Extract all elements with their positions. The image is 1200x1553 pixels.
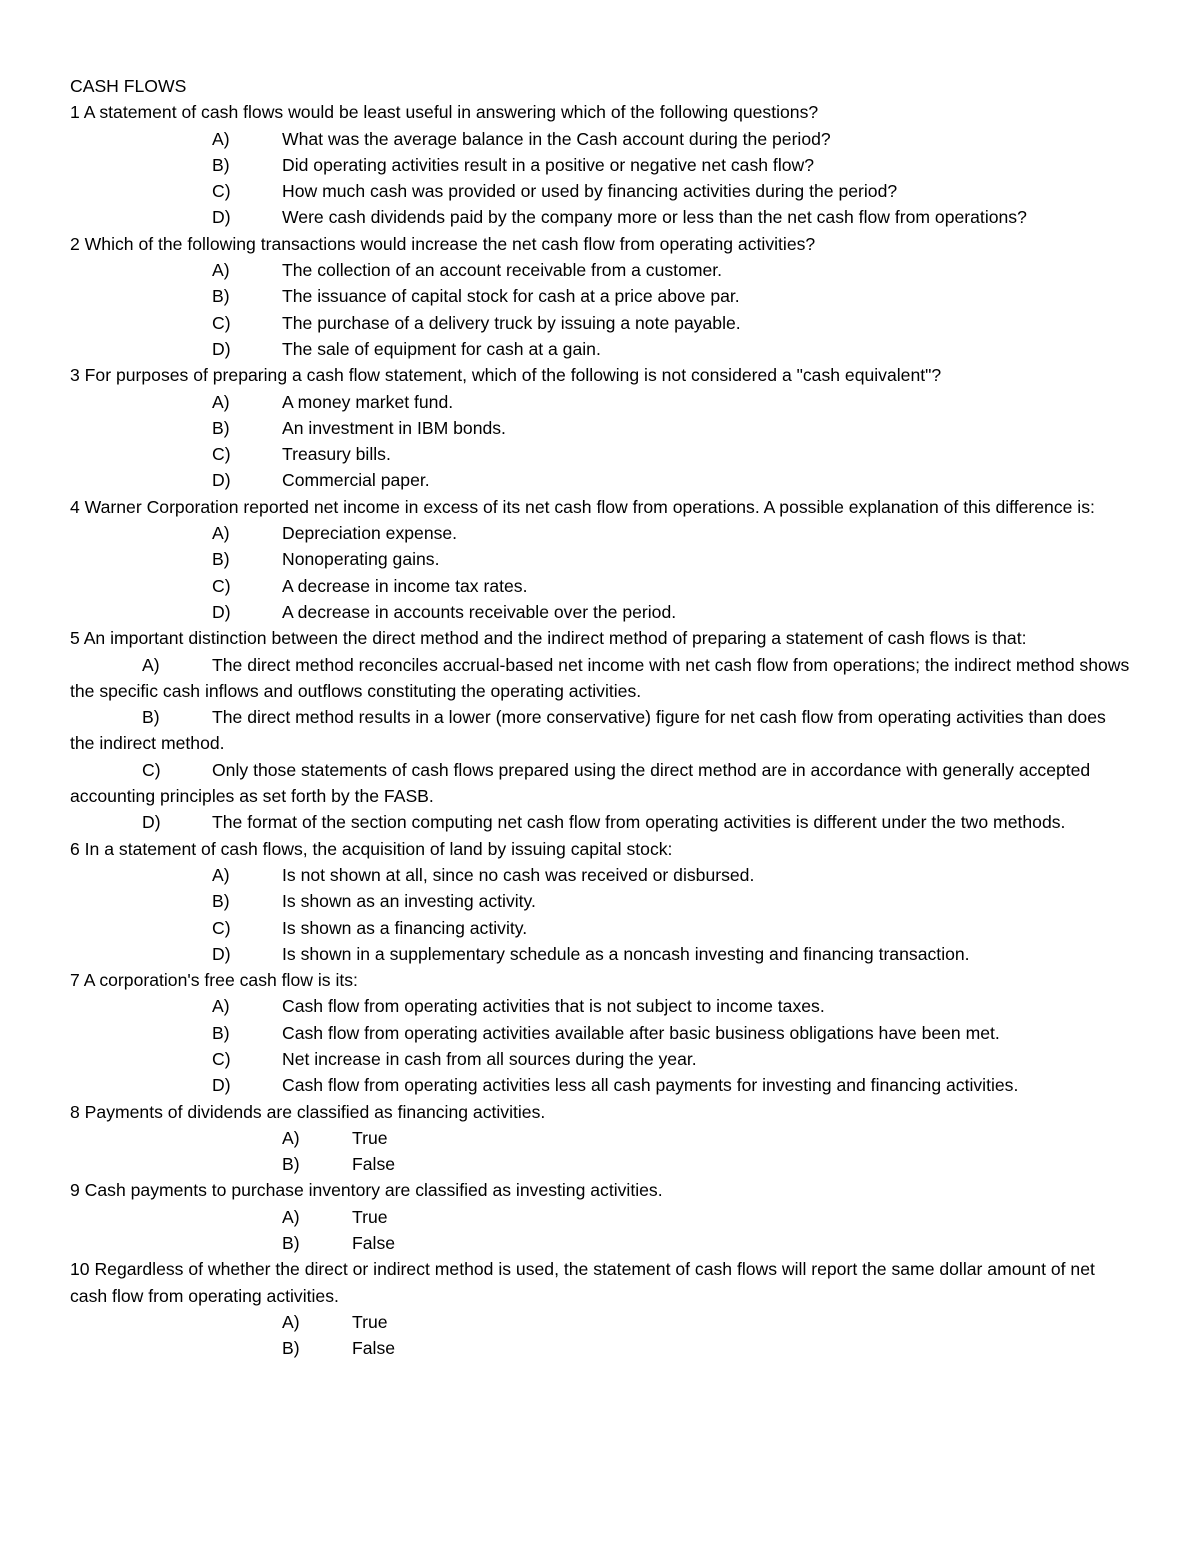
option-d [70, 941, 1130, 967]
option-a [70, 257, 1130, 283]
option-text: Cash flow from operating activities that is not subject to income taxes. [282, 996, 825, 1017]
option-letter: B) [282, 1154, 300, 1175]
option-letter: D) [212, 338, 231, 359]
question-5 [70, 625, 1130, 835]
question-text: 7 A corporation's free cash flow is its: [70, 970, 358, 991]
option-text: The format of the section computing net cash flow from operating activities is different under the two methods. [212, 812, 1066, 833]
option-text: The collection of an account receivable from a customer. [282, 260, 723, 281]
option-text: False [352, 1154, 396, 1175]
question-8 [70, 1099, 1130, 1178]
option-b [70, 1335, 1130, 1361]
option-text: Is not shown at all, since no cash was received or disbursed. [282, 864, 755, 885]
option-d [70, 204, 1130, 230]
option-letter: D) [212, 1075, 231, 1096]
option-letter: C) [212, 312, 231, 333]
option-a [70, 993, 1130, 1019]
question-text: 8 Payments of dividends are classified as financing activities. [70, 1101, 546, 1122]
option-text: A decrease in accounts receivable over the period. [282, 601, 677, 622]
option-letter: A) [282, 1206, 300, 1227]
option-letter: B) [212, 549, 230, 570]
question-text: 6 In a statement of cash flows, the acquisition of land by issuing capital stock: [70, 838, 673, 859]
option-text: False [352, 1233, 396, 1254]
option-text: Depreciation expense. [282, 523, 458, 544]
question-text: 9 Cash payments to purchase inventory are classified as investing activities. [70, 1180, 663, 1201]
question-text: 10 Regardless of whether the direct or indirect method is used, the statement of cash flows will report the same dollar amount of net cash flow from operating activities. [70, 1259, 1095, 1306]
option-text: How much cash was provided or used by financing activities during the period? [282, 181, 898, 202]
option-d [70, 809, 1130, 835]
option-letter: B) [212, 154, 230, 175]
option-c [70, 757, 1130, 810]
option-text: Nonoperating gains. [282, 549, 440, 570]
option-a [70, 1204, 1130, 1230]
option-letter: C) [142, 759, 161, 780]
option-text: The issuance of capital stock for cash at a price above par. [282, 286, 740, 307]
option-text: The purchase of a delivery truck by issuing a note payable. [282, 312, 741, 333]
page-title: CASH FLOWS [70, 76, 187, 96]
option-b [70, 415, 1130, 441]
option-text: Commercial paper. [282, 470, 430, 491]
option-letter: A) [212, 391, 230, 412]
question-text: 2 Which of the following transactions would increase the net cash flow from operating activities? [70, 233, 816, 254]
option-c [70, 915, 1130, 941]
option-b [70, 283, 1130, 309]
option-b [70, 704, 1130, 757]
option-text: False [352, 1338, 396, 1359]
option-c [70, 441, 1130, 467]
document-page [70, 73, 1130, 1362]
option-d [70, 1072, 1130, 1098]
option-text: Net increase in cash from all sources during the year. [282, 1048, 697, 1069]
option-c [70, 178, 1130, 204]
option-letter: D) [212, 601, 231, 622]
option-b [70, 1151, 1130, 1177]
option-letter: D) [212, 207, 231, 228]
question-10 [70, 1256, 1130, 1361]
option-letter: C) [212, 181, 231, 202]
option-text: Treasury bills. [282, 444, 391, 465]
option-a [70, 862, 1130, 888]
question-text: 3 For purposes of preparing a cash flow statement, which of the following is not considered a "cash equivalent"? [70, 365, 942, 386]
option-letter: D) [212, 943, 231, 964]
option-text: The direct method reconciles accrual-based net income with net cash flow from operations; the indirect method shows the specific cash inflows and outflows constituting the operating activities. [70, 654, 1130, 701]
question-text: 1 A statement of cash flows would be least useful in answering which of the following questions? [70, 102, 819, 123]
option-text: Is shown in a supplementary schedule as a noncash investing and financing transaction. [282, 943, 970, 964]
option-b [70, 1230, 1130, 1256]
option-letter: C) [212, 917, 231, 938]
option-text: Cash flow from operating activities less all cash payments for investing and financing activities. [282, 1075, 1019, 1096]
option-letter: A) [212, 260, 230, 281]
option-letter: C) [212, 1048, 231, 1069]
option-c [70, 1046, 1130, 1072]
option-b [70, 546, 1130, 572]
option-c [70, 310, 1130, 336]
option-text: Did operating activities result in a positive or negative net cash flow? [282, 154, 815, 175]
option-d [70, 467, 1130, 493]
option-letter: A) [212, 523, 230, 544]
option-letter: A) [212, 996, 230, 1017]
option-a [70, 652, 1130, 705]
option-letter: C) [212, 575, 231, 596]
option-letter: C) [212, 444, 231, 465]
option-b [70, 888, 1130, 914]
option-text: True [352, 1206, 388, 1227]
option-text: A money market fund. [282, 391, 454, 412]
option-text: An investment in IBM bonds. [282, 417, 506, 438]
option-text: What was the average balance in the Cash account during the period? [282, 128, 831, 149]
option-letter: B) [212, 1022, 230, 1043]
option-text: Is shown as a financing activity. [282, 917, 528, 938]
option-letter: A) [282, 1311, 300, 1332]
option-letter: B) [282, 1233, 300, 1254]
option-d [70, 599, 1130, 625]
option-c [70, 573, 1130, 599]
option-text: Were cash dividends paid by the company more or less than the net cash flow from operations? [282, 207, 1027, 228]
option-text: Only those statements of cash flows prepared using the direct method are in accordance with generally accepted accounting principles as set forth by the FASB. [70, 759, 1091, 807]
option-letter: A) [212, 128, 230, 149]
option-letter: D) [212, 470, 231, 491]
option-b [70, 152, 1130, 178]
question-text: 4 Warner Corporation reported net income in excess of its net cash flow from operations. A possible explanation of this difference is: [70, 496, 1095, 517]
option-a [70, 1125, 1130, 1151]
option-letter: A) [282, 1127, 300, 1148]
option-d [70, 336, 1130, 362]
option-a [70, 126, 1130, 152]
question-2 [70, 231, 1130, 362]
option-text: True [352, 1311, 388, 1332]
option-letter: B) [212, 286, 230, 307]
option-letter: B) [212, 417, 230, 438]
question-text: 5 An important distinction between the direct method and the indirect method of preparing a statement of cash flows is that: [70, 628, 1027, 649]
question-4 [70, 494, 1130, 625]
option-letter: A) [212, 864, 230, 885]
option-text: A decrease in income tax rates. [282, 575, 528, 596]
option-text: Is shown as an investing activity. [282, 891, 536, 912]
option-letter: D) [142, 812, 161, 833]
option-letter: B) [142, 707, 160, 728]
option-letter: B) [282, 1338, 300, 1359]
option-a [70, 520, 1130, 546]
option-b [70, 1020, 1130, 1046]
question-7 [70, 967, 1130, 1098]
option-letter: B) [212, 891, 230, 912]
question-3 [70, 362, 1130, 493]
option-text: The direct method results in a lower (more conservative) figure for net cash flow from operating activities than does the indirect method. [70, 707, 1106, 754]
question-6 [70, 836, 1130, 967]
option-letter: A) [142, 654, 160, 675]
question-1 [70, 99, 1130, 230]
question-9 [70, 1177, 1130, 1256]
option-a [70, 1309, 1130, 1335]
option-text: True [352, 1127, 388, 1148]
option-text: Cash flow from operating activities available after basic business obligations have been met. [282, 1022, 1000, 1043]
option-text: The sale of equipment for cash at a gain. [282, 338, 601, 359]
option-a [70, 389, 1130, 415]
